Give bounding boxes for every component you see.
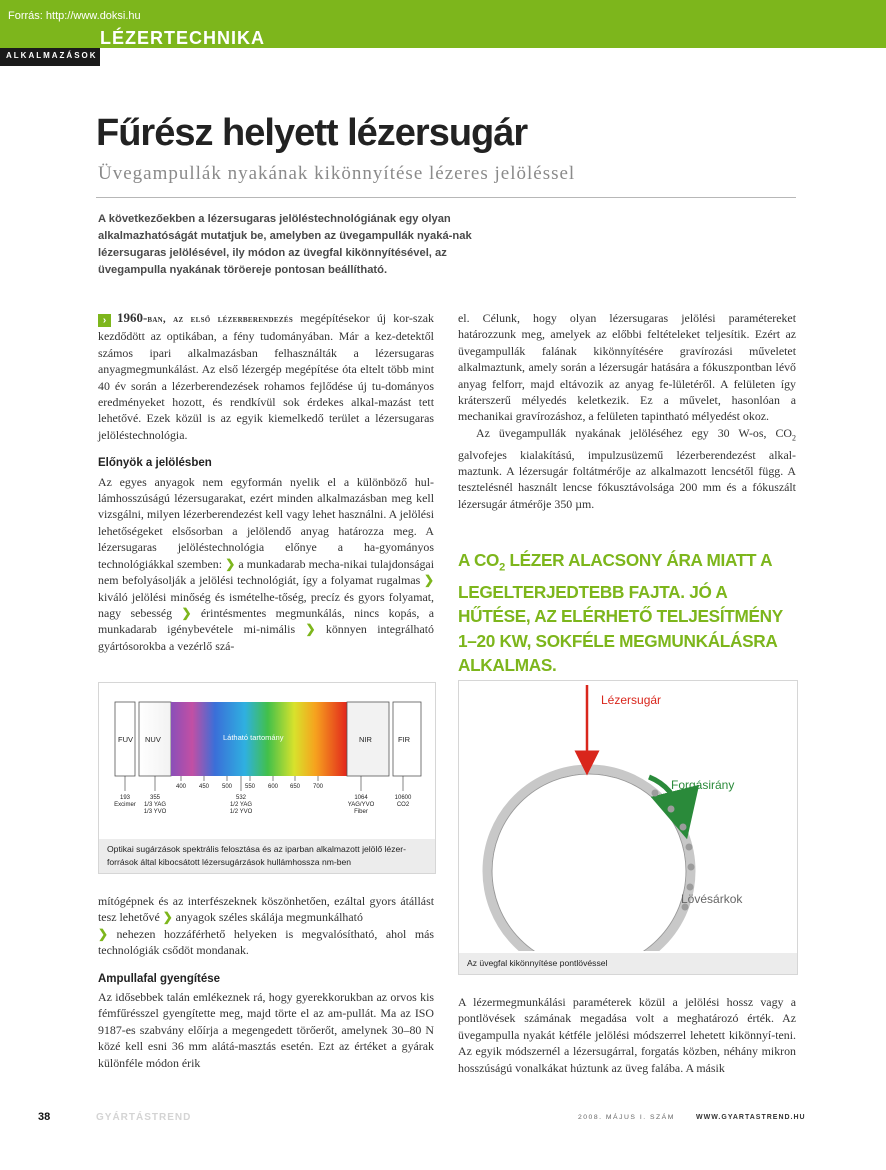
figure-ampoule — [458, 680, 798, 975]
advantages-text-a: Az egyes anyagok nem egyformán nyelik el a különböző hul-lámhosszúságú lézersugarakat, ezért minden alkalmazásban meg kell vizsgálni, milyen lézerberendezést kell vagy lehet használni. A jelölési lehetőségeket elsősorban a jelölendő anyag határozza meg. A lézersugaras jelöléstechnológia előnye a ha-gyományos technológiákkal szemben: — [98, 474, 434, 571]
tick-label: 650 — [289, 784, 301, 790]
tick-label: 450 — [198, 784, 210, 790]
paragraph-equipment — [458, 425, 796, 512]
tick-label: 600 — [267, 784, 279, 790]
figure-spectrum-caption: Optikai sugárzások spektrális felosztása és az iparban alkalmazott jelölő lézer-források által kibocsátott lézersugárzások hullámhossza nm-ben — [99, 839, 435, 873]
bullet-arrow-icon: ❯ — [225, 556, 236, 571]
source-label: Forrás: http://www.doksi.hu — [8, 10, 141, 22]
bullet-arrow-icon: ❯ — [305, 622, 316, 637]
advantages-text-e: könnyen integrálható gyártósorokba a vezérlő szá- — [98, 622, 435, 653]
paragraph-advantages — [98, 474, 434, 654]
marker-source-label: YAG/YVO — [347, 802, 375, 808]
marker-wavelength: 193 — [119, 795, 131, 801]
article-subtitle: Üvegampullák nyakának kikönnyítése lézeres jelöléssel — [98, 163, 576, 184]
paragraph-parameters: A lézermegmunkálási paraméterek közül a jelölési hossz vagy a pontlövések számának megadása volt a meghatározó érték. Az üvegampulla nyakát kétféle jelölési módszerrel lehetett kikönnyí-teni. Az egyik módszernél a lézersugárral, forgatás közben, néhány mikron hosszúságú vonalkákat húztunk az üveg falába. A másik — [458, 995, 796, 1075]
marker-source-label: 1/3 YVO — [143, 809, 167, 815]
intro-text: megépítésekor új kor-szak kezdődött az optikában, a fény tudományában. Már a kez-detektől számos ipari alkalmazásban felhasználták a lézersugaras anyagmegmunkálást. Az első lézergép megépítése óta eltelt több mint 40 év során a lézerberendezések rohamos fejlődése új tu-dományos eredményeket hozott, és rendkívül sok érdekes alkal-mazást tett lehetővé. Ezek közül is az egyik kiemelkedő terület a lézersugaras jelöléstechnológia. — [98, 311, 434, 442]
label-craters: Lövésárkok — [681, 892, 743, 906]
column-1-bottom — [98, 893, 434, 1071]
label-rotation: Forgásirány — [671, 778, 735, 792]
paragraph-intro — [98, 310, 434, 443]
ampoule-diagram — [459, 681, 797, 951]
continuation-text-b: anyagok széles skálája megmunkálható — [172, 910, 363, 925]
tick-label: 550 — [244, 784, 256, 790]
equipment-text-a: Az üvegampullák nyakának jelöléséhez egy 30 W-os, CO — [476, 425, 792, 440]
marker-wavelength: 532 — [235, 795, 247, 801]
advantages-text-c: kiváló jelölési minőség és ismételhe-tőség, precíz és gyors folyamat, nagy sebesség — [98, 589, 434, 620]
tick-label: 700 — [312, 784, 324, 790]
footer-url[interactable]: WWW.GYARTASTREND.HU — [696, 1114, 806, 1121]
start-arrow-icon: › — [98, 314, 111, 327]
marker-source-label: 1/2 YVO — [229, 809, 253, 815]
band-nuv-label: NUV — [145, 735, 161, 744]
figure-spectrum — [98, 682, 436, 874]
marker-wavelength: 10600 — [394, 795, 412, 801]
heading-advantages: Előnyök a jelölésben — [98, 457, 212, 470]
advantages-text-d: érintésmentes megmunkálás, nincs kopás, a munkadarab igénybevétele mi-nimális — [98, 605, 434, 637]
tick-label: 400 — [175, 784, 187, 790]
band-fuv-label: FUV — [118, 735, 133, 744]
band-visible-label: Látható tartomány — [223, 733, 284, 742]
article-title: Fűrész helyett lézersugár — [96, 112, 528, 154]
marker-source-label: CO2 — [396, 802, 410, 808]
marker-source-label: 1/2 YAG — [229, 802, 253, 808]
paragraph-method: el. Célunk, hogy olyan lézersugaras jelölési paramétereket határozzunk meg, amelyek az előbbi feltételeket teljesítik. Ezért az üvegampullák falának kikönnyítésére gravírozási műveletet alkalmaztunk, amely során a lézersugár hatására a fókuszpontban lévő anyag felforr, majd eltávozik az anyag fe-lületéről. A felületen így kráterszerű mélyedés keletkezik. Ez a művelet, hasonlóan a mechanikai gravírozáshoz, a felületen tapintható mélyedést okoz. — [458, 311, 796, 424]
footer-brand: GYÁRTÁSTREND — [96, 1112, 192, 1123]
spectrum-markers — [114, 776, 412, 815]
figure-ampoule-caption: Az üvegfal kikönnyítése pontlövéssel — [459, 953, 797, 974]
pull-quote-sub: 2 — [499, 561, 505, 574]
band-fir-label: FIR — [398, 735, 411, 744]
continuation-text-a: mítógépnek és az interfészeknek köszönhetően, ezáltal gyors átállást tesz lehetővé — [98, 894, 434, 925]
equipment-text-b: galvofejes kialakítású, impulzusüzemű lézerberendezést alkal-maztunk. A lézersugár foltátmérője az alkalmazott lencsétől függ. A tesztelésnél használt lencse fókusztávolsága 200 mm és a fókuszált lézersugár átmérője 350 µm. — [458, 447, 796, 511]
paragraph-ampoule: Az idősebbek talán emlékeznek rá, hogy gyerekkorukban az orvos kis fémfűrésszel gyengítette meg, majd törte el az am-pullát. Ma az ISO 9187-es szabvány előírja a megengedett törőerőt, amelynek 30–80 N közé kell esni 36 mm alátá-masztás esetén. Ezt az értéket a gyárak különféle módon érik — [98, 990, 434, 1070]
column-1-top — [98, 310, 434, 654]
intro-year: 1960- — [117, 310, 148, 325]
column-2-bottom — [458, 994, 796, 1076]
section-title: LÉZERTECHNIKA — [100, 28, 265, 48]
ampoule-wall — [487, 769, 691, 951]
bullet-arrow-icon: ❯ — [181, 605, 192, 620]
title-divider — [96, 197, 796, 198]
pull-quote-post: LÉZER ALACSONY ÁRA MIATT A LEGELTERJEDTEBB FAJTA. JÓ A HŰTÉSE, AZ ELÉRHETŐ TELJESÍTMÉNY 1–20 KW, SOKFÉLE MEGMUNKÁLÁSRA ALKALMAS. — [458, 550, 783, 676]
column-2-top — [458, 310, 796, 512]
equipment-subscript: 2 — [792, 433, 796, 443]
continuation-text-c: nehezen hozzáférhető helyeken is megvalósítható, ahol más technológiák csődöt mondanak. — [98, 926, 434, 958]
bullet-arrow-icon: ❯ — [424, 573, 434, 588]
heading-ampoule: Ampullafal gyengítése — [98, 972, 221, 985]
marker-source-label: Excimer — [114, 802, 136, 808]
marker-source-label: 1/3 YAG — [143, 802, 167, 808]
marker-wavelength: 1064 — [354, 795, 368, 801]
tick-label: 500 — [221, 784, 233, 790]
paragraph-continuation — [98, 893, 434, 959]
spectrum-chart — [99, 683, 435, 833]
spectrum-ticks — [176, 776, 324, 790]
bullet-arrow-icon: ❯ — [98, 926, 108, 941]
category-label: ALKALMAZÁSOK — [6, 51, 98, 60]
label-laser-beam: Lézersugár — [601, 693, 662, 707]
footer-issue: 2008. MÁJUS I. SZÁM — [578, 1114, 675, 1121]
pull-quote-pre: A CO — [458, 550, 500, 570]
pull-quote — [458, 548, 798, 678]
page-number: 38 — [38, 1111, 51, 1123]
article-lead: A következőekben a lézersugaras jelöléstechnológiának egy olyan alkalmazhatóságát mutatjuk be, amelyben az üvegampullák nyaká-nak lézersugaras jelölésével, ily módon az üvegfal kikönnyítésével, az üvegampulla nyakának töröereje pontosan beállítható. — [98, 213, 472, 276]
advantages-text-b: a munkadarab mecha-nikai tulajdonságai nem befolyásolják a jelölési technológiát, így a folyamat rugalmas — [98, 556, 434, 588]
band-nir-label: NIR — [359, 735, 372, 744]
intro-smallcaps: ban, az első lézerberendezés — [147, 314, 294, 325]
bullet-arrow-icon: ❯ — [162, 910, 173, 925]
marker-wavelength: 355 — [149, 795, 161, 801]
marker-source-label: Fiber — [354, 809, 368, 815]
